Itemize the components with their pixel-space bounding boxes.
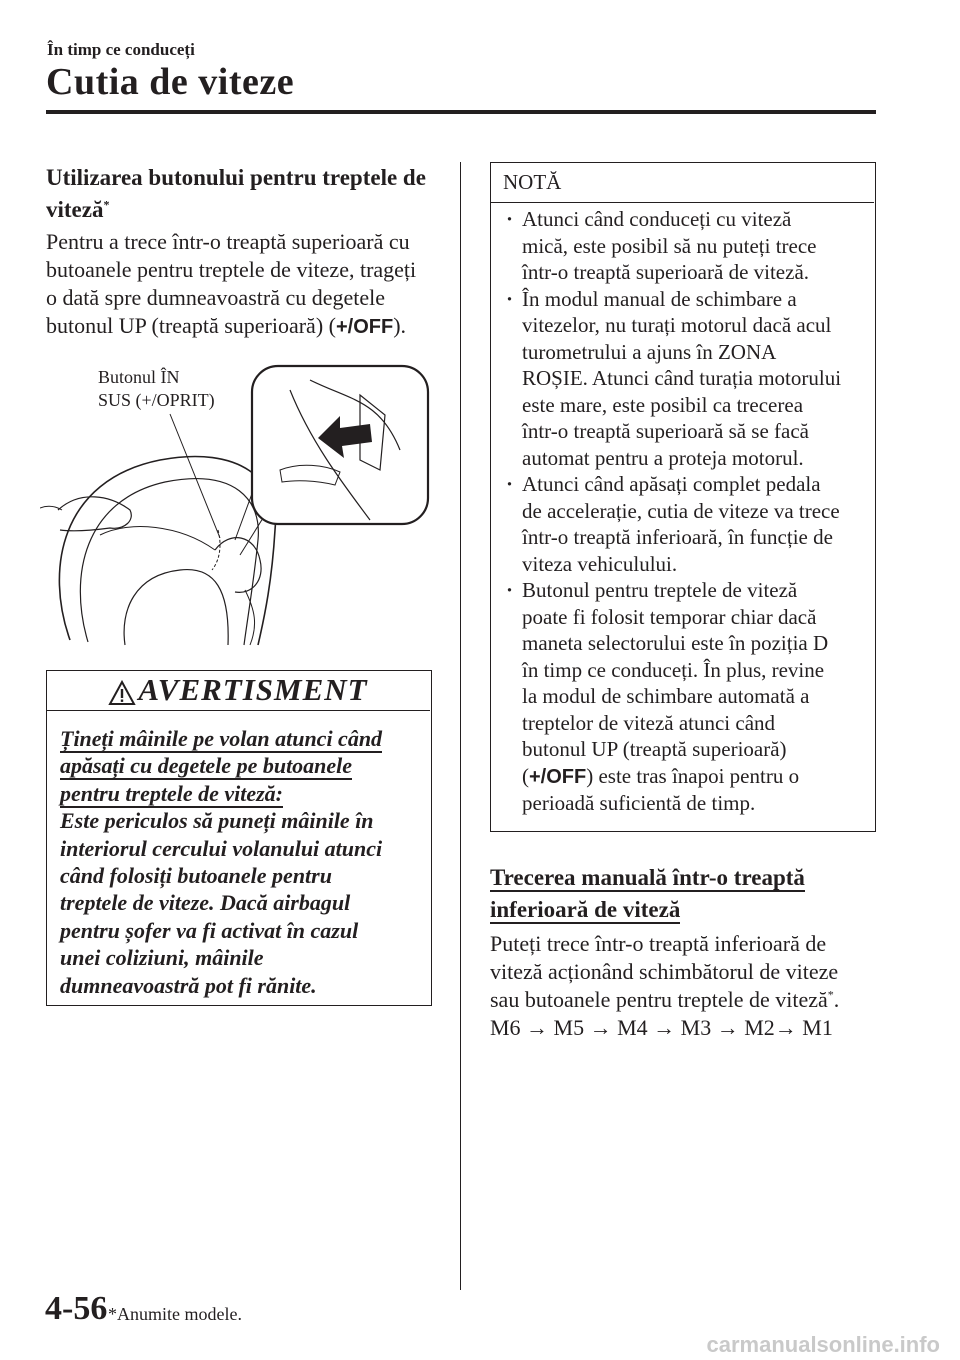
right-hand: [215, 538, 261, 593]
note-item: · Atunci când apăsați complet pedala de accelerație, cutia de viteze va trece într-o treaptă inferioară, în funcție de viteza vehiculului.: [506, 471, 868, 577]
section-heading-manual-downshift: Trecerea manuală într-o treaptă inferioară de viteză: [490, 865, 805, 922]
shift-paddle-outline: [212, 530, 220, 570]
plus-off-symbol: +/OFF: [335, 316, 394, 338]
page-title: Cutia de viteze: [46, 61, 295, 103]
section-heading-shift-buttons: [46, 162, 446, 226]
note-title: NOTĂ: [503, 170, 562, 194]
note-item: · Butonul pentru treptele de viteză poate fi folosit temporar chiar dacă maneta selectorului este în poziția D în timp ce conduceți. În plus, revine la modul de schimbare automată a treptelor de viteză atunci când butonul UP (treaptă superioară) (+/OFF) este tras înapoi pentru o perioadă suficientă de timp.: [506, 577, 868, 817]
shift-up-paragraph: Pentru a trece într-o treaptă superioară cu butoanele pentru treptele de viteze, trageți o dată spre dumneavoastră cu degetele butonul UP (treaptă superioară) (+/OFF).: [46, 229, 417, 338]
watermark: carmanualsonline.info: [706, 1332, 940, 1357]
gear-sequence: M6 → M5 → M4 → M3 → M2→ M1: [490, 1015, 833, 1040]
note-item: · În modul manual de schimbare a vitezelor, nu turați motorul dacă acul turometrului a ajuns în ZONA ROȘIE. Atunci când turația motorului este mare, este posibil ca trecerea într-o treaptă superioară să se facă automat pentru a proteja motorul.: [506, 286, 868, 472]
callout-leader-line: [170, 414, 220, 538]
header-rule: [46, 110, 876, 114]
heading-line-2: viteză*: [46, 197, 110, 222]
figure-callout-label: Butonul ÎN SUS (+/OPRIT): [98, 367, 215, 410]
page-number: 4-56: [45, 1290, 108, 1327]
warning-header: [46, 670, 430, 711]
footnote: *Anumite modele.: [108, 1304, 242, 1324]
column-divider: [460, 162, 461, 1290]
warning-title: AVERTISMENT: [138, 672, 368, 707]
footnote-mark: *: [827, 987, 834, 1002]
note-item: · Atunci când conduceți cu viteză mică, este posibil să nu puteți trece într-o treaptă superioară de viteză.: [506, 206, 868, 286]
steering-wheel-hub: [124, 570, 228, 645]
steering-wheel-illustration: [40, 360, 440, 650]
note-list: [506, 206, 868, 817]
footnote-mark: *: [103, 197, 110, 212]
downshift-paragraph: Puteți trece într-o treaptă inferioară de viteză acționând schimbătorul de viteze sau butoanele pentru treptele de viteză*. M6 → M5 → M4 → M3 → M2→ M1: [490, 930, 930, 1042]
warning-text: Țineți mâinile pe volan atunci când apăsați cu degetele pe butoanele pentru treptele de viteză: Este periculos să puneți mâinile în interiorul cercului volanului atunci când folosiți butoanele pentru treptele de viteze. Dacă airbagul pentru șofer va fi activat în cazul unei coliziuni, mâinile dumneavoastră pot fi rănite.: [60, 726, 383, 998]
plus-off-symbol: +/OFF: [529, 765, 587, 788]
chapter-label: În timp ce conduceți: [47, 40, 195, 59]
heading-line-1: Utilizarea butonului pentru treptele de: [46, 165, 426, 190]
warning-triangle-icon: [108, 680, 136, 706]
